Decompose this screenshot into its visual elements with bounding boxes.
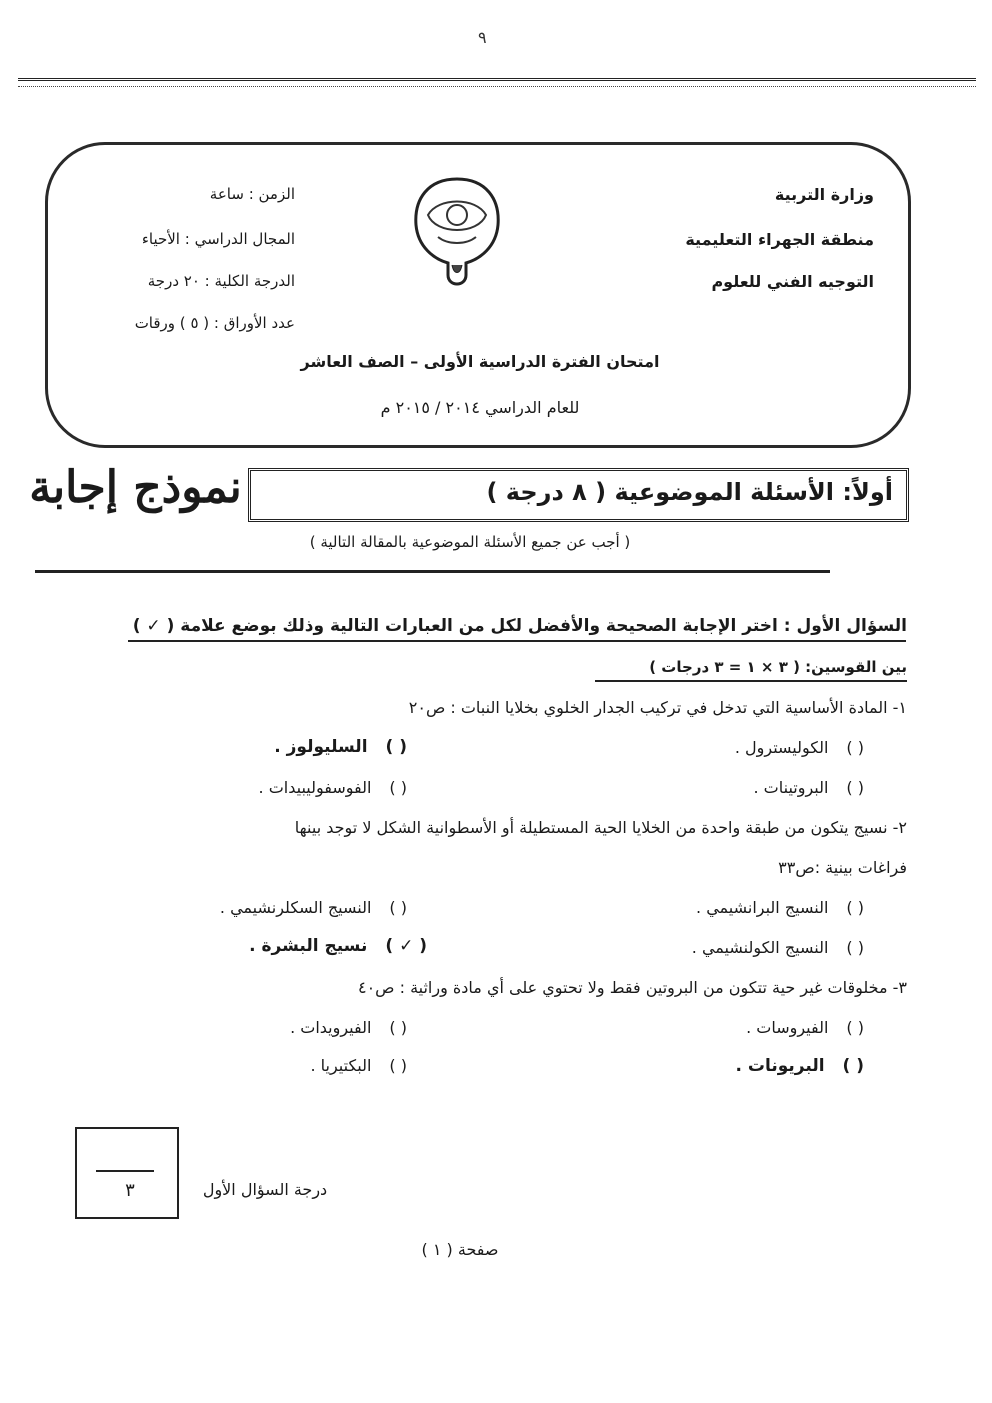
option-1d[interactable] — [259, 778, 407, 797]
option-mark: ( ) — [846, 1018, 864, 1037]
option-1b[interactable] — [274, 737, 407, 757]
section-title: أولاً: الأسئلة الموضوعية ( ٨ درجة ) — [486, 478, 893, 506]
score-line — [96, 1170, 154, 1172]
exam-year: للعام الدراسي ٢٠١٤ / ٢٠١٥ م — [380, 398, 580, 417]
ministry-name: وزارة التربية — [774, 185, 874, 204]
option-label: البروتينات . — [753, 778, 829, 797]
option-2d[interactable] — [249, 936, 427, 956]
option-1c[interactable] — [754, 778, 865, 797]
option-2c[interactable] — [692, 938, 864, 957]
option-mark: ( ) — [385, 737, 407, 757]
option-mark: ( ) — [846, 778, 864, 797]
question-item-2-cont: فراغات بينية :ص٣٣ — [778, 858, 907, 877]
state-emblem-icon — [408, 175, 506, 295]
option-2b[interactable] — [220, 898, 407, 917]
question-heading: السؤال الأول : اختر الإجابة الصحيحة والأفضل لكل من العبارات التالية وذلك بوضع علامة ( ✓ ) — [132, 616, 907, 636]
option-label: السليولوز . — [274, 737, 368, 757]
page-mark: ٩ — [478, 28, 487, 47]
option-label: الفوسفوليبيدات . — [258, 778, 372, 797]
question-item-3: ٣- مخلوقات غير حية تتكون من البروتين فقط ولا تحتوي على أي مادة وراثية : ص٤٠ — [357, 978, 907, 997]
option-mark: ( ) — [846, 898, 864, 917]
option-label: البكتيريا . — [310, 1056, 372, 1075]
question-instruction: بين القوسين: ( ٣ × ١ = ٣ درجات ) — [649, 658, 907, 676]
option-1a[interactable] — [735, 738, 864, 757]
option-mark: ( ) — [389, 898, 407, 917]
instruction-underline — [595, 680, 907, 682]
option-label: الكوليسترول . — [734, 738, 829, 757]
top-rule — [18, 78, 976, 81]
question-item-2: ٢- نسيج يتكون من طبقة واحدة من الخلايا الحية المستطيلة أو الأسطوانية الشكل لا توجد بينها — [294, 818, 907, 837]
exam-title: امتحان الفترة الدراسية الأولى – الصف العاشر — [300, 352, 660, 371]
page-number: صفحة ( ١ ) — [421, 1240, 499, 1259]
option-mark: ( ✓ ) — [385, 936, 427, 956]
option-label: الفيروسات . — [746, 1018, 829, 1037]
exam-duration: الزمن : ساعة — [209, 185, 295, 203]
question-heading-underline — [128, 640, 906, 642]
option-2a[interactable] — [696, 898, 864, 917]
section-divider — [35, 570, 830, 573]
question-item-1: ١- المادة الأساسية التي تدخل في تركيب الجدار الخلوي بخلايا النبات : ص٢٠ — [408, 698, 907, 717]
section-subtitle: ( أجب عن جميع الأسئلة الموضوعية بالمقالة التالية ) — [309, 533, 631, 551]
department-name: التوجيه الفني للعلوم — [711, 272, 874, 291]
option-label: الفيرويدات . — [290, 1018, 372, 1037]
score-box — [75, 1127, 179, 1219]
option-3b[interactable] — [290, 1018, 407, 1037]
top-rule-dotted — [18, 86, 976, 87]
option-label: النسيج السكلرنشيمي . — [219, 898, 372, 917]
option-mark: ( ) — [846, 738, 864, 757]
exam-page-count: عدد الأوراق : ( ٥ ) ورقات — [134, 314, 295, 332]
option-mark: ( ) — [846, 938, 864, 957]
exam-total-score: الدرجة الكلية : ٢٠ درجة — [147, 272, 295, 290]
district-name: منطقة الجهراء التعليمية — [685, 230, 874, 249]
option-3d[interactable] — [310, 1056, 407, 1075]
answer-model-heading: نموذج إجابة — [29, 462, 242, 513]
option-3c[interactable] — [736, 1056, 864, 1076]
option-label: نسيج البشرة . — [249, 936, 368, 956]
option-mark: ( ) — [389, 778, 407, 797]
option-label: البريونات . — [735, 1056, 825, 1076]
option-mark: ( ) — [389, 1018, 407, 1037]
option-mark: ( ) — [389, 1056, 407, 1075]
exam-subject: المجال الدراسي : الأحياء — [141, 230, 295, 248]
score-value: ٣ — [125, 1180, 135, 1201]
option-3a[interactable] — [746, 1018, 864, 1037]
option-label: النسيج البرانشيمي . — [696, 898, 829, 917]
score-label: درجة السؤال الأول — [202, 1180, 328, 1199]
option-label: النسيج الكولنشيمي . — [691, 938, 829, 957]
option-mark: ( ) — [842, 1056, 864, 1076]
